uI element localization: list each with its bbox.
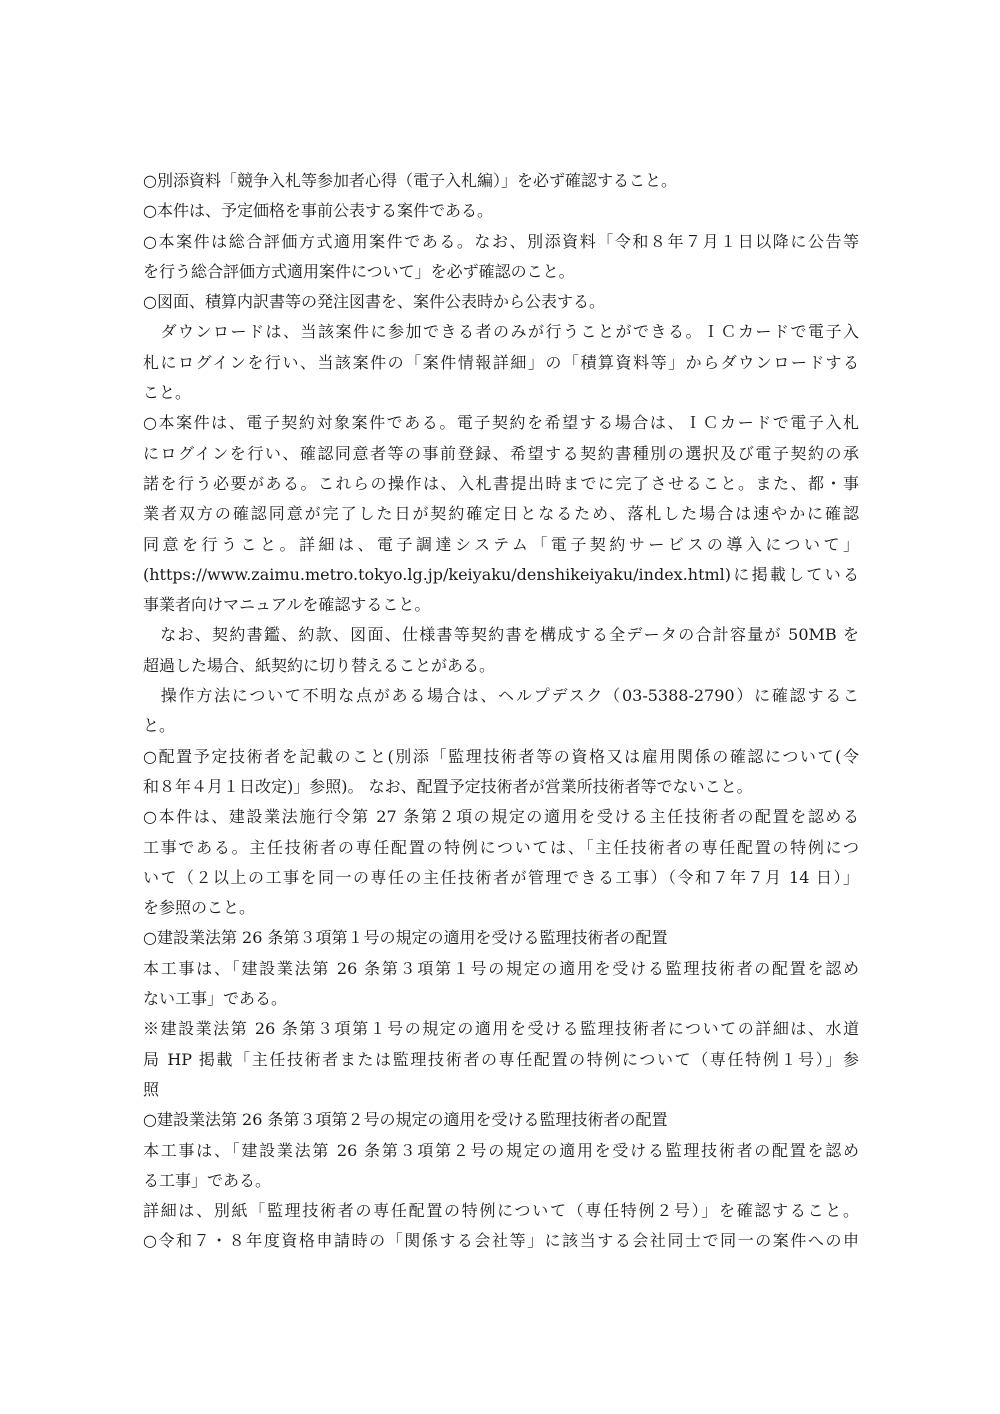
text-line: 和８年４月１日改定)」参照)。 なお、配置予定技術者が営業所技術者等でないこと。 (143, 776, 753, 796)
text-line: ○本件は、建設業法施行令第 27 条第２項の規定の適用を受ける主任技術者の配置を認める (143, 807, 859, 827)
text-line: 照 (143, 1079, 160, 1099)
text-line: 超過した場合、紙契約に切り替えることがある。 (143, 655, 496, 675)
text-line: 本工事は、「建設業法第 26 条第３項第１号の規定の適用を受ける監理技術者の配置を認め (143, 958, 859, 978)
text-line: ○建設業法第 26 条第３項第１号の規定の適用を受ける監理技術者の配置 (143, 928, 668, 948)
text-line: ダウンロードは、当該案件に参加できる者のみが行うことができる。ＩＣカードで電子入 (143, 322, 859, 342)
text-line: 本工事は、「建設業法第 26 条第３項第２号の規定の適用を受ける監理技術者の配置を認め (143, 1140, 859, 1160)
text-line: こと。 (143, 383, 192, 403)
text-line: (https://www.zaimu.metro.tokyo.lg.jp/keiyaku/denshikeiyaku/index.html)に掲載している (143, 564, 859, 584)
text-line: ○建設業法第 26 条第３項第２号の規定の適用を受ける監理技術者の配置 (143, 1110, 668, 1130)
document-body (143, 166, 859, 1257)
text-line: 諾を行う必要がある。これらの操作は、入札書提出時までに完了させること。また、都・事 (143, 473, 859, 493)
text-line: 操作方法について不明な点がある場合は、ヘルプデスク（03-5388-2790）に確認するこ (143, 686, 859, 706)
text-line: ない工事」である。 (143, 989, 288, 1009)
text-line: 局 HP 掲載「主任技術者または監理技術者の専任配置の特例について（専任特例１号）」参 (143, 1049, 859, 1069)
text-line: ※建設業法第 26 条第３項第１号の規定の適用を受ける監理技術者についての詳細は、水道 (143, 1019, 859, 1039)
text-line: る工事」である。 (143, 1170, 272, 1190)
text-line: ○令和７・８年度資格申請時の「関係する会社等」に該当する会社同士で同一の案件への申 (143, 1231, 859, 1251)
text-line: と。 (143, 716, 176, 736)
text-line: なお、契約書鑑、約款、図面、仕様書等契約書を構成する全データの合計容量が 50MB を (143, 625, 859, 645)
text-line: いて（２以上の工事を同一の専任の主任技術者が管理できる工事）（令和７年７月 14 日）」 (143, 867, 859, 887)
text-line: ○図面、積算内訳書等の発注図書を、案件公表時から公表する。 (143, 292, 605, 312)
text-line: 工事である。主任技術者の専任配置の特例については、「主任技術者の専任配置の特例につ (143, 837, 859, 857)
text-line: 札にログインを行い、当該案件の「案件情報詳細」の「積算資料等」からダウンロードする (143, 352, 859, 372)
text-line: を参照のこと。 (143, 898, 256, 918)
text-line: にログインを行い、確認同意者等の事前登録、希望する契約書種別の選択及び電子契約の承 (143, 443, 859, 463)
text-line: 同意を行うこと。詳細は、電子調達システム「電子契約サービスの導入について」 (143, 534, 859, 554)
text-line: ○本案件は、電子契約対象案件である。電子契約を希望する場合は、ＩＣカードで電子入札 (143, 413, 859, 433)
text-line: ○本案件は総合評価方式適用案件である。なお、別添資料「令和８年７月１日以降に公告等 (143, 231, 859, 251)
text-line: 業者双方の確認同意が完了した日が契約確定日となるため、落札した場合は速やかに確認 (143, 504, 859, 524)
text-line: ○配置予定技術者を記載のこと(別添「監理技術者等の資格又は雇用関係の確認について(令 (143, 746, 859, 766)
text-line: を行う総合評価方式適用案件について」を必ず確認のこと。 (143, 261, 575, 281)
text-line: 詳細は、別紙「監理技術者の専任配置の特例について（専任特例２号）」を確認すること。 (143, 1201, 859, 1221)
text-line: ○別添資料「競争入札等参加者心得（電子入札編）」を必ず確認すること。 (143, 171, 677, 190)
text-line: 事業者向けマニュアルを確認すること。 (143, 595, 431, 615)
text-line: ○本件は、予定価格を事前公表する案件である。 (143, 201, 493, 221)
